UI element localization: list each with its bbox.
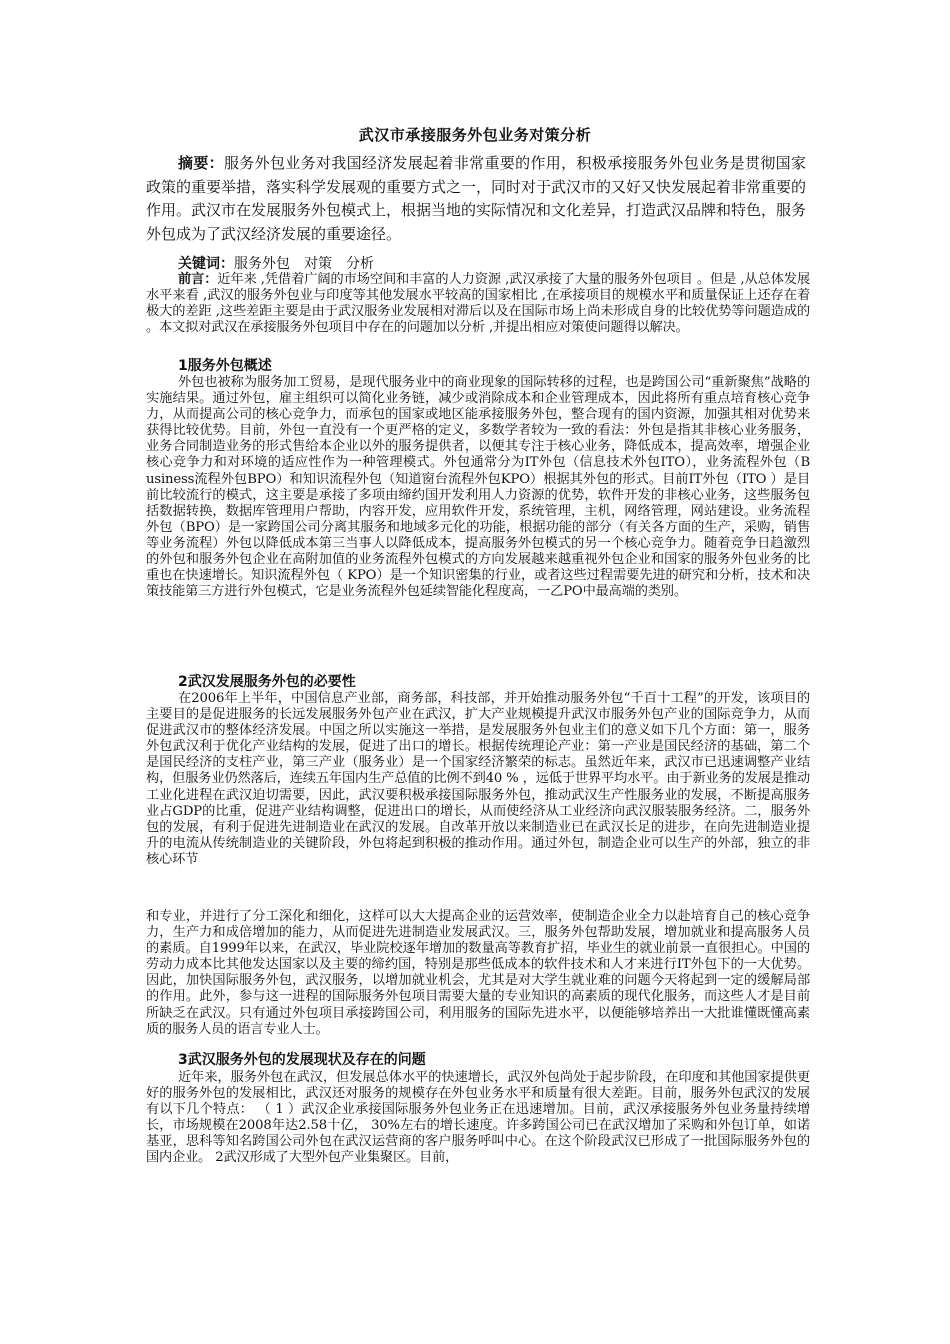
section-2-heading: 2武汉发展服务外包的必要性: [178, 674, 356, 690]
abstract-label: 摘要：: [178, 154, 224, 172]
section-2-paragraph-b: 和专业，并进行了分工深化和细化，这样可以大大提高企业的运营效率，使制造企业全力以赴培育自己的核心竞争力，生产力和成倍增加的能力，从而促进先进制造业发展武汉。三，服务外包帮助发展，增加就业和提高服务人员的素质。自1999年以来，在武汉，毕业院校逐年增加的数量高等教育扩招，毕业生的就业前景一直很担心。中国的劳动力成本比其他发达国家以及主要的缔约国，特别是那些低成本的软件技术和人才来进行IT外包下的一大优势。因此，加快国际服务外包，武汉服务，以增加就业机会，尤其是对大学生就业难的问题今天将起到一定的缓解局部的作用。此外，参与这一进程的国际服务外包项目需要大量的专业知识的高素质的现代化服务，而这些人才是目前所缺乏在武汉。只有通过外包项目承接跨国公司，利用服务的国际先进水平，以便能够培养出一大批谁懂既懂高素质的服务人员的语言专业人士。: [146, 909, 810, 1037]
preface-paragraph: [146, 272, 810, 336]
preface-label: 前言：: [178, 272, 218, 287]
keywords-text: 服务外包 对策 分析: [234, 256, 374, 272]
abstract-text: 服务外包业务对我国经济发展起着非常重要的作用，积极承接服务外包业务是贯彻国家政策的重要举措，落实科学发展观的重要方式之一，同时对于武汉市的又好又快发展起着非常重要的作用。武汉市在发展服务外包模式上，根据当地的实际情况和文化差异，打造武汉品牌和特色，服务外包成为了武汉经济发展的重要途径。: [146, 154, 807, 243]
keywords-label: 关键词：: [178, 256, 234, 272]
document-title: 武汉市承接服务外包业务对策分析: [358, 126, 592, 144]
section-3-paragraph: 近年来，服务外包在武汉，但发展总体水平的快速增长，武汉外包尚处于起步阶段，在印度和其他国家提供更好的服务外包的发展相比，武汉还对服务的规模存在外包业务水平和质量有很大差距。目前，服务外包武汉的发展有以下几个特点： （ 1 ）武汉企业承接国际服务外包业务正在迅速增加。目前，武汉承接服务外包业务量持续增长，市场规模在2008年达2.58十亿， 30%左右的增长速度。许多跨国公司已在武汉增加了采购和外包订单，如诺基亚，思科等知名跨国公司外包在武汉运营商的客户服务呼叫中心。在这个阶段武汉已形成了一批国际服务外包的国内企业。 2武汉形成了大型外包产业集聚区。目前，: [146, 1070, 810, 1166]
section-2-paragraph-a: 在2006年上半年，中国信息产业部，商务部，科技部，并开始推动服务外包“千百十工程”的开发，该项目的主要目的是促进服务的长远发展服务外包产业在武汉，扩大产业规模提升武汉市服务外包产业的国际竞争力，从而促进武汉市的整体经济发展。中国之所以实施这一举措，是发展服务外包业主们的意义如下几个方面：第一，服务外包武汉利于优化产业结构的发展，促进了出口的增长。根据传统理论产业：第一产业是国民经济的基础，第二个是国民经济的支柱产业，第三产业（服务业）是一个国家经济繁荣的标志。虽然近年来，武汉市已迅速调整产业结构，但服务业仍然落后，连续五年国内生产总值的比例不到40 % ，远低于世界平均水平。由于新业务的发展是推动工业化进程在武汉迫切需要，因此，武汉要积极承接国际服务外包，推动武汉生产性服务业的发展，不断提高服务业占GDP的比重，促进产业结构调整，促进出口的增长，从而使经济从工业经济向武汉服装服务经济。二，服务外包的发展，有利于促进先进制造业在武汉的发展。自改革开放以来制造业已在武汉长足的进步，在向先进制造业提升的电流从传统制造业的关键阶段，外包将起到积极的推动作用。通过外包，制造企业可以生产的外部，独立的非核心环节: [146, 691, 810, 867]
abstract-paragraph: [146, 152, 806, 246]
section-1-heading: 1服务外包概述: [178, 358, 272, 374]
keywords-line: [178, 253, 374, 273]
section-3-heading: 3武汉服务外包的发展现状及存在的问题: [178, 1052, 426, 1068]
section-1-paragraph: 外包也被称为服务加工贸易，是现代服务业中的商业现象的国际转移的过程，也是跨国公司“重新聚焦”战略的实施结果。通过外包，雇主组织可以简化业务链，减少或消除成本和企业管理成本，因此将所有重点培育核心竞争力，从而提高公司的核心竞争力，而承包的国家或地区能承接服务外包，整合现有的国内资源，加强其相对优势来获得比较优势。目前，外包一直没有一个更严格的定义，多数学者较为一致的看法：外包是指其非核心业务服务，业务合同制造业务的形式售给本企业以外的服务提供者，以便其专注于核心业务，降低成本，提高效率，增强企业核心竞争力和对环境的适应性作为一种管理模式。外包通常分为IT外包（信息技术外包ITO），业务流程外包（B usiness流程外包BPO）和知识流程外包（知道窗台流程外包KPO）根据其外包的形式。目前IT外包（ITO ）是目前比较流行的模式，这主要是承接了多项由缔约国开发利用人力资源的优势，软件开发的非核心业务，这些服务包括数据转换，数据库管理用户帮助，内容开发，应用软件开发，系统管理，主机，网络管理，网站建设。业务流程外包（BPO）是一家跨国公司分离其服务和地域多元化的功能，根据功能的部分（有关各方面的生产，采购，销售等业务流程）外包以降低成本第三当事人以降低成本，提高服务外包模式的另一个核心竞争力。随着竞争日趋激烈的外包和服务外包企业在高附加值的业务流程外包模式的方向发展越来越重视外包企业和国家的服务外包业务的比重也在快速增长。知识流程外包（ KPO）是一个知识密集的行业，或者这些过程需要先进的研究和分析，技术和决策技能第三方进行外包模式，它是业务流程外包延续智能化程度高，一乙PO中最高端的类别。: [146, 375, 810, 600]
preface-text: 近年来 ,凭借着广阔的市场空间和丰富的人力资源 ,武汉承接了大量的服务外包项目 。但是 ,从总体发展水平来看 ,武汉的服务外包业与印度等其他发展水平较高的国家相比 ,在承接项目的规模水平和质量保证上还存在着极大的差距 ,这些差距主要是由于武汉服务业发展相对滞后以及在国际市场上尚未形成自身的比较优势等问题造成的 。本文拟对武汉在承接服务外包项目中存在的问题加以分析 ,并提出相应对策使问题得以解决。: [146, 272, 810, 336]
